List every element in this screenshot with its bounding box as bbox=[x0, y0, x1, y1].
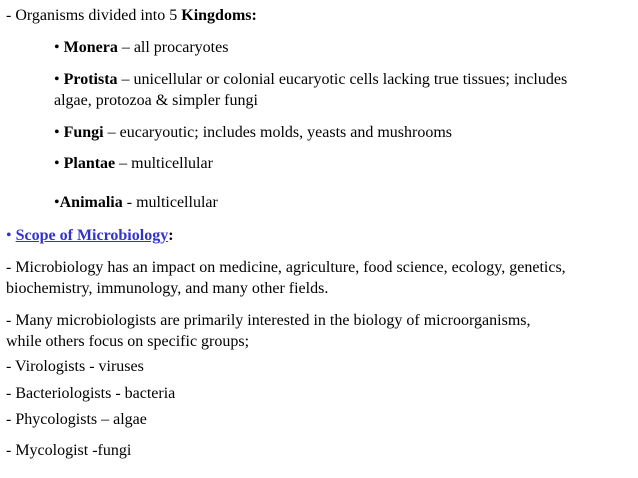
kingdom-item-fungi bbox=[54, 123, 452, 143]
kingdom-desc: – multicellular bbox=[115, 155, 213, 172]
para1-line2: biochemistry, immunology, and many other fields. bbox=[6, 280, 329, 297]
kingdom-name: Plantae bbox=[63, 155, 116, 172]
kingdom-item-animalia bbox=[54, 193, 218, 213]
group-item-bacteriologists: - Bacteriologists - bacteria bbox=[6, 385, 176, 402]
scope-of-microbiology-link[interactable]: Scope of Microbiology bbox=[15, 227, 169, 244]
scope-colon: : bbox=[168, 227, 174, 244]
kingdom-desc-cont: algae, protozoa & simpler fungi bbox=[54, 92, 258, 109]
kingdom-item-plantae bbox=[54, 154, 213, 174]
kingdom-item-monera bbox=[54, 38, 228, 58]
bullet-icon: • bbox=[54, 124, 64, 141]
group-item-phycologists: - Phycologists – algae bbox=[6, 411, 147, 428]
kingdom-desc: – eucaryoutic; includes molds, yeasts and mushrooms bbox=[103, 124, 453, 141]
kingdom-desc: – unicellular or colonial eucaryotic cells lacking true tissues; includes bbox=[117, 71, 568, 88]
kingdom-name: Monera bbox=[63, 39, 118, 56]
bullet-icon: • bbox=[54, 194, 60, 211]
kingdom-item-protista-cont bbox=[54, 91, 258, 111]
group-item-virologists: - Virologists - viruses bbox=[6, 358, 144, 375]
bullet-icon: • bbox=[54, 71, 64, 88]
kingdom-desc: – all procaryotes bbox=[117, 39, 229, 56]
intro-line bbox=[6, 6, 257, 26]
kingdom-name: Animalia bbox=[59, 194, 123, 211]
kingdom-desc: - multicellular bbox=[122, 194, 218, 211]
bullet-icon: • bbox=[54, 39, 64, 56]
para2-line2: while others focus on specific groups; bbox=[6, 333, 250, 350]
para2-line1: - Many microbiologists are primarily interested in the biology of microorganisms, bbox=[6, 312, 531, 329]
scope-heading bbox=[6, 226, 174, 246]
kingdom-item-protista bbox=[54, 70, 567, 90]
group-item-mycologist: - Mycologist -fungi bbox=[6, 442, 132, 459]
intro-kingdoms: Kingdoms: bbox=[181, 7, 257, 24]
bullet-icon: • bbox=[54, 155, 64, 172]
para1-line1: - Microbiology has an impact on medicine, agriculture, food science, ecology, genetics, bbox=[6, 259, 566, 276]
kingdom-name: Protista bbox=[63, 71, 118, 88]
intro-prefix: - Organisms divided into 5 bbox=[6, 7, 182, 24]
bullet-icon: • bbox=[6, 227, 16, 244]
kingdom-name: Fungi bbox=[63, 124, 104, 141]
